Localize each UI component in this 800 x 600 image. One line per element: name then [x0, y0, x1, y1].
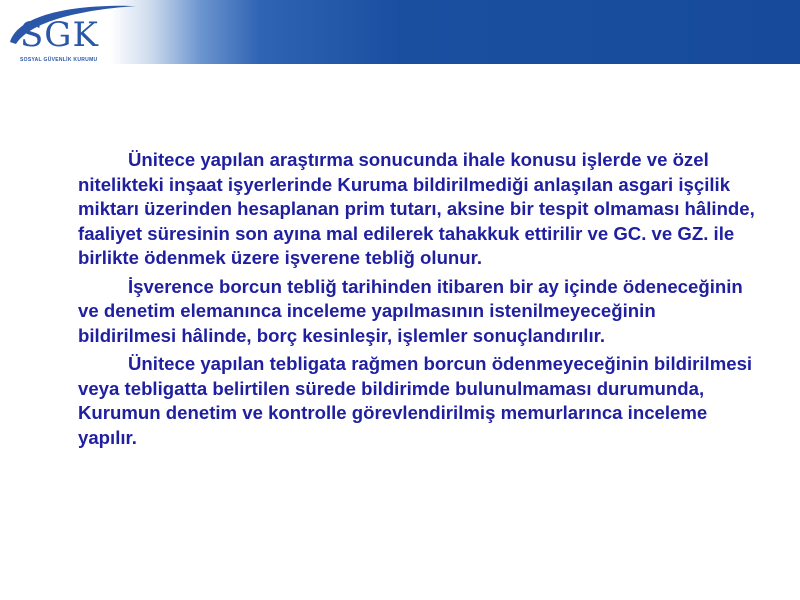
- sgk-logo: [8, 2, 138, 64]
- paragraph-1: Ünitece yapılan araştırma sonucunda ihale konusu işlerde ve özel nitelikteki inşaat işyerlerinde Kuruma bildirilmediği anlaşılan asgari işçilik miktarı üzerinden hesaplanan prim tutarı, aksine bir tespit olmaması hâlinde, faaliyet süresinin son ayına mal edilerek tahakkuk ettirilir ve GC. ve GZ. ile birlikte ödenmek üzere işverene tebliğ olunur.: [78, 149, 755, 268]
- body-text: [78, 148, 758, 454]
- paragraph-2: İşverence borcun tebliğ tarihinden itibaren bir ay içinde ödeneceğinin ve denetim elemanınca inceleme yapılmasının istenilmeyeceğinin bildirilmesi hâlinde, borç kesinleşir, işlemler sonuçlandırılır.: [78, 275, 743, 346]
- logo-subtitle: SOSYAL GÜVENLİK KURUMU: [20, 57, 98, 63]
- paragraph-3: Ünitece yapılan tebligata rağmen borcun ödenmeyeceğinin bildirilmesi veya tebligatta belirtilen sürede bildirimde bulunulmaması durumunda, Kurumun denetim ve kontrolle görevlendirilmiş memurlarınca inceleme yapılır.: [78, 353, 753, 448]
- logo-text: SGK: [20, 15, 99, 55]
